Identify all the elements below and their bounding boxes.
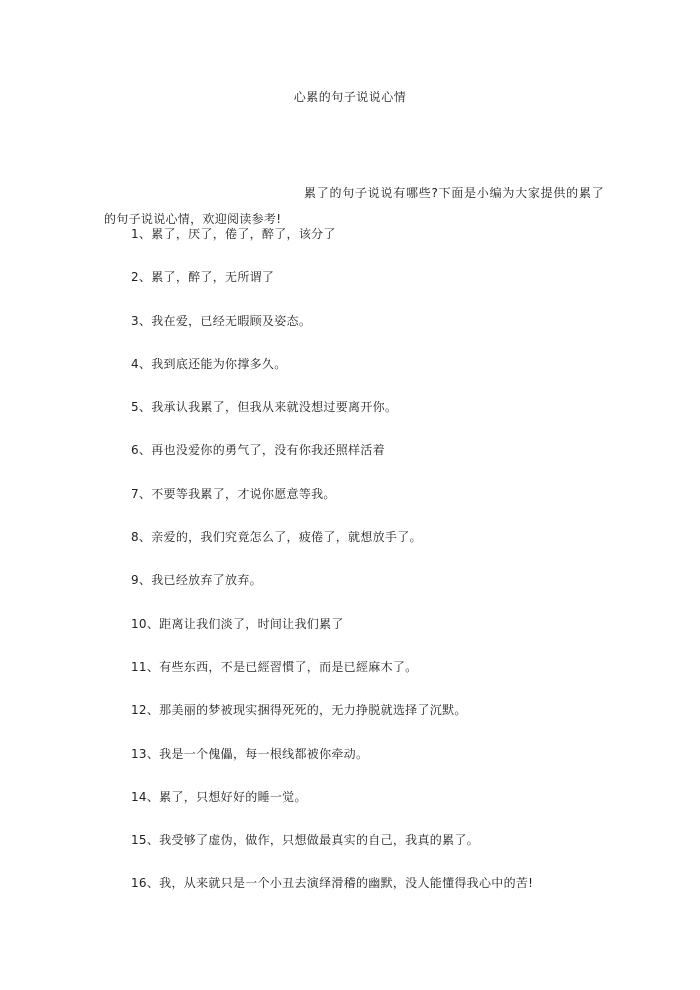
list-item: 1、累了，厌了，倦了，醉了，该分了 <box>131 227 336 241</box>
intro-paragraph: 累了的句子说说有哪些?下面是小编为大家提供的累了的句子说说心情，欢迎阅读参考! <box>104 186 604 226</box>
list-item: 6、再也没爱你的勇气了，没有你我还照样活着 <box>131 443 385 458</box>
list-item: 16、我，从来就只是一个小丑去演绎滑稽的幽默，没人能懂得我心中的苦! <box>131 876 534 891</box>
list-item: 8、亲爱的，我们究竟怎么了，疲倦了，就想放手了。 <box>131 530 422 545</box>
list-item: 7、不要等我累了，才说你愿意等我。 <box>131 486 336 501</box>
list-item: 12、那美丽的梦被现实捆得死死的，无力挣脱就选择了沉默。 <box>131 703 467 718</box>
list-item: 11、有些东西，不是已經習慣了，而是已經麻木了。 <box>131 659 418 674</box>
quote-list <box>131 223 631 916</box>
list-item: 13、我是一个傀儡，每一根线都被你牵动。 <box>131 746 369 761</box>
list-item: 3、我在爱，已经无暇顾及姿态。 <box>131 313 312 328</box>
list-item: 9、我已经放弃了放弃。 <box>131 573 262 588</box>
list-item: 14、累了，只想好好的睡一觉。 <box>131 789 307 804</box>
list-item: 10、距离让我们淡了，时间让我们累了 <box>131 616 344 631</box>
list-item: 5、我承认我累了，但我从来就没想过要离开你。 <box>131 400 398 415</box>
list-item: 4、我到底还能为你撑多久。 <box>131 356 287 371</box>
document-title: 心累的句子说说心情 <box>293 90 407 104</box>
list-item: 15、我受够了虚伪，做作，只想做最真实的自己，我真的累了。 <box>131 833 479 848</box>
list-item: 2、累了，醉了，无所谓了 <box>131 270 275 285</box>
